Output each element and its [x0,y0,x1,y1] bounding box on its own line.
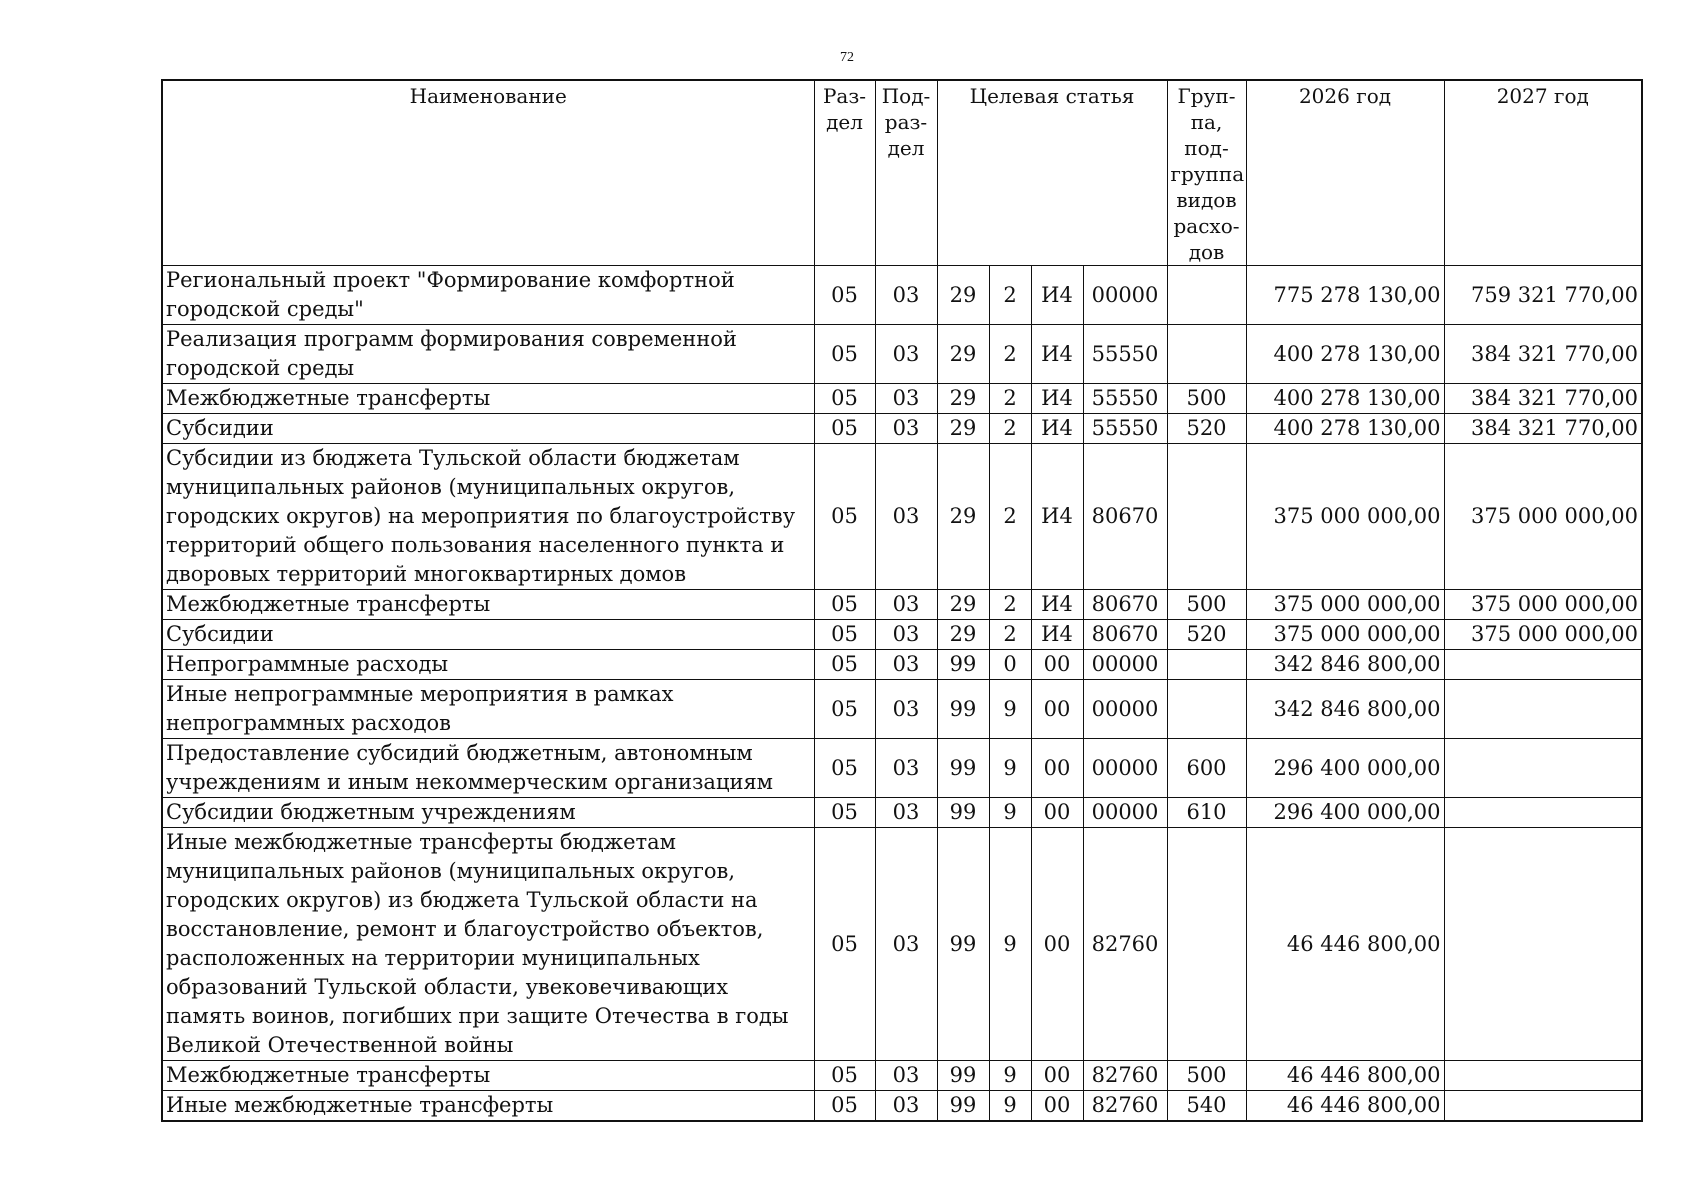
cell-2026: 375 000 000,00 [1246,444,1444,590]
cell-cs-type: 9 [989,680,1031,739]
cell-name: Непрограммные расходы [162,650,814,680]
cell-cs-program: 29 [937,620,989,650]
cell-podrazdel: 03 [875,590,937,620]
cell-vid-rashodov: 500 [1167,590,1246,620]
table-row [162,414,1642,444]
cell-cs-program: 99 [937,1061,989,1091]
cell-cs-program: 99 [937,798,989,828]
cell-2026: 296 400 000,00 [1246,739,1444,798]
cell-podrazdel: 03 [875,620,937,650]
cell-vid-rashodov [1167,266,1246,325]
cell-name: Субсидии из бюджета Тульской области бюджетам муниципальных районов (муниципальных округов, городских округов) на мероприятия по благоустройству территорий общего пользования населенного пункта и дворовых территорий многоквартирных домов [162,444,814,590]
table-row [162,384,1642,414]
cell-cs-project: 00 [1031,1061,1083,1091]
cell-cs-project: 00 [1031,680,1083,739]
cell-name: Межбюджетные трансферты [162,384,814,414]
table-row [162,266,1642,325]
cell-cs-type: 2 [989,414,1031,444]
cell-razdel: 05 [814,1091,875,1122]
cell-cs-direction: 80670 [1083,620,1167,650]
cell-razdel: 05 [814,384,875,414]
cell-razdel: 05 [814,444,875,590]
cell-cs-direction: 82760 [1083,828,1167,1061]
cell-podrazdel: 03 [875,444,937,590]
cell-cs-type: 2 [989,325,1031,384]
cell-2026: 46 446 800,00 [1246,828,1444,1061]
cell-cs-project: И4 [1031,266,1083,325]
cell-name: Субсидии [162,620,814,650]
cell-cs-program: 29 [937,266,989,325]
cell-vid-rashodov [1167,650,1246,680]
cell-razdel: 05 [814,1061,875,1091]
cell-vid-rashodov: 540 [1167,1091,1246,1122]
cell-cs-type: 9 [989,1061,1031,1091]
cell-name: Межбюджетные трансферты [162,590,814,620]
cell-2026: 296 400 000,00 [1246,798,1444,828]
cell-cs-project: 00 [1031,828,1083,1061]
cell-cs-program: 99 [937,739,989,798]
cell-2026: 400 278 130,00 [1246,414,1444,444]
cell-vid-rashodov [1167,325,1246,384]
table-row [162,1091,1642,1122]
cell-2027: 375 000 000,00 [1444,620,1642,650]
cell-cs-project: И4 [1031,384,1083,414]
cell-razdel: 05 [814,680,875,739]
cell-2026: 400 278 130,00 [1246,325,1444,384]
cell-cs-direction: 80670 [1083,590,1167,620]
cell-cs-program: 29 [937,414,989,444]
cell-name: Иные непрограммные мероприятия в рамках непрограммных расходов [162,680,814,739]
page-number: 72 [840,50,854,65]
cell-cs-direction: 00000 [1083,798,1167,828]
cell-podrazdel: 03 [875,414,937,444]
cell-2027: 384 321 770,00 [1444,384,1642,414]
cell-podrazdel: 03 [875,650,937,680]
table-row [162,828,1642,1061]
cell-cs-program: 29 [937,325,989,384]
cell-cs-type: 2 [989,590,1031,620]
cell-cs-program: 99 [937,828,989,1061]
cell-vid-rashodov: 520 [1167,620,1246,650]
header-razdel: Раз- дел [814,80,875,266]
cell-name: Субсидии бюджетным учреждениям [162,798,814,828]
cell-cs-project: 00 [1031,650,1083,680]
header-2027: 2027 год [1444,80,1642,266]
cell-cs-direction: 82760 [1083,1061,1167,1091]
cell-cs-type: 2 [989,620,1031,650]
table-row [162,650,1642,680]
cell-podrazdel: 03 [875,1091,937,1122]
cell-cs-type: 2 [989,384,1031,414]
header-2026: 2026 год [1246,80,1444,266]
cell-cs-direction: 82760 [1083,1091,1167,1122]
cell-razdel: 05 [814,650,875,680]
cell-cs-direction: 00000 [1083,680,1167,739]
cell-vid-rashodov: 520 [1167,414,1246,444]
cell-cs-project: 00 [1031,798,1083,828]
cell-2027: 759 321 770,00 [1444,266,1642,325]
cell-2026: 342 846 800,00 [1246,680,1444,739]
cell-name: Реализация программ формирования современной городской среды [162,325,814,384]
cell-razdel: 05 [814,325,875,384]
cell-2026: 400 278 130,00 [1246,384,1444,414]
table-row [162,739,1642,798]
cell-podrazdel: 03 [875,828,937,1061]
table-body [162,266,1642,1122]
table-row [162,798,1642,828]
budget-table [161,79,1643,1122]
cell-cs-program: 99 [937,680,989,739]
cell-cs-program: 29 [937,384,989,414]
cell-name: Субсидии [162,414,814,444]
cell-vid-rashodov: 600 [1167,739,1246,798]
cell-vid-rashodov [1167,828,1246,1061]
cell-cs-type: 9 [989,798,1031,828]
header-tselevaya-statya: Целевая статья [937,80,1167,266]
cell-cs-type: 9 [989,739,1031,798]
cell-2027 [1444,1061,1642,1091]
cell-podrazdel: 03 [875,680,937,739]
cell-cs-project: 00 [1031,739,1083,798]
cell-2027: 375 000 000,00 [1444,444,1642,590]
cell-name: Иные межбюджетные трансферты бюджетам муниципальных районов (муниципальных округов, городских округов) из бюджета Тульской области на восстановление, ремонт и благоустройство объектов, расположенных на территории муниципальных образований Тульской области, увековечивающих память воинов, погибших при защите Отечества в годы Великой Отечественной войны [162,828,814,1061]
cell-razdel: 05 [814,798,875,828]
cell-vid-rashodov: 500 [1167,1061,1246,1091]
cell-cs-direction: 55550 [1083,414,1167,444]
cell-cs-project: 00 [1031,1091,1083,1122]
table-row [162,444,1642,590]
cell-podrazdel: 03 [875,325,937,384]
table-row [162,590,1642,620]
cell-cs-program: 99 [937,1091,989,1122]
cell-cs-project: И4 [1031,620,1083,650]
cell-cs-direction: 80670 [1083,444,1167,590]
cell-2027 [1444,650,1642,680]
cell-2027 [1444,739,1642,798]
cell-vid-rashodov [1167,444,1246,590]
cell-cs-direction: 00000 [1083,266,1167,325]
cell-razdel: 05 [814,590,875,620]
header-podrazdel: Под- раз- дел [875,80,937,266]
table-row [162,1061,1642,1091]
cell-2027 [1444,828,1642,1061]
table-row [162,680,1642,739]
cell-razdel: 05 [814,266,875,325]
cell-cs-project: И4 [1031,590,1083,620]
header-gruppa: Груп- па, под- группа видов расхо- дов [1167,80,1246,266]
cell-2027: 384 321 770,00 [1444,414,1642,444]
cell-2027 [1444,680,1642,739]
cell-podrazdel: 03 [875,798,937,828]
cell-cs-direction: 00000 [1083,650,1167,680]
table-row [162,620,1642,650]
cell-name: Межбюджетные трансферты [162,1061,814,1091]
cell-podrazdel: 03 [875,266,937,325]
cell-cs-program: 99 [937,650,989,680]
cell-podrazdel: 03 [875,739,937,798]
cell-cs-project: И4 [1031,325,1083,384]
cell-cs-program: 29 [937,590,989,620]
cell-podrazdel: 03 [875,1061,937,1091]
cell-2026: 375 000 000,00 [1246,590,1444,620]
cell-cs-type: 9 [989,828,1031,1061]
cell-2026: 342 846 800,00 [1246,650,1444,680]
cell-razdel: 05 [814,620,875,650]
table-header-row [162,80,1642,266]
cell-cs-direction: 55550 [1083,384,1167,414]
header-name: Наименование [162,80,814,266]
cell-name: Региональный проект "Формирование комфортной городской среды" [162,266,814,325]
cell-vid-rashodov: 610 [1167,798,1246,828]
cell-vid-rashodov [1167,680,1246,739]
cell-cs-type: 2 [989,266,1031,325]
cell-2027 [1444,798,1642,828]
cell-cs-program: 29 [937,444,989,590]
cell-2026: 775 278 130,00 [1246,266,1444,325]
cell-cs-project: И4 [1031,414,1083,444]
cell-razdel: 05 [814,414,875,444]
cell-cs-type: 9 [989,1091,1031,1122]
cell-cs-project: И4 [1031,444,1083,590]
cell-2027: 384 321 770,00 [1444,325,1642,384]
cell-name: Иные межбюджетные трансферты [162,1091,814,1122]
table-row [162,325,1642,384]
cell-cs-type: 2 [989,444,1031,590]
cell-podrazdel: 03 [875,384,937,414]
cell-2027 [1444,1091,1642,1122]
cell-razdel: 05 [814,739,875,798]
cell-name: Предоставление субсидий бюджетным, автономным учреждениям и иным некоммерческим организациям [162,739,814,798]
cell-cs-direction: 55550 [1083,325,1167,384]
cell-razdel: 05 [814,828,875,1061]
cell-cs-direction: 00000 [1083,739,1167,798]
cell-cs-type: 0 [989,650,1031,680]
cell-2026: 46 446 800,00 [1246,1091,1444,1122]
cell-2026: 46 446 800,00 [1246,1061,1444,1091]
cell-2027: 375 000 000,00 [1444,590,1642,620]
cell-2026: 375 000 000,00 [1246,620,1444,650]
cell-vid-rashodov: 500 [1167,384,1246,414]
